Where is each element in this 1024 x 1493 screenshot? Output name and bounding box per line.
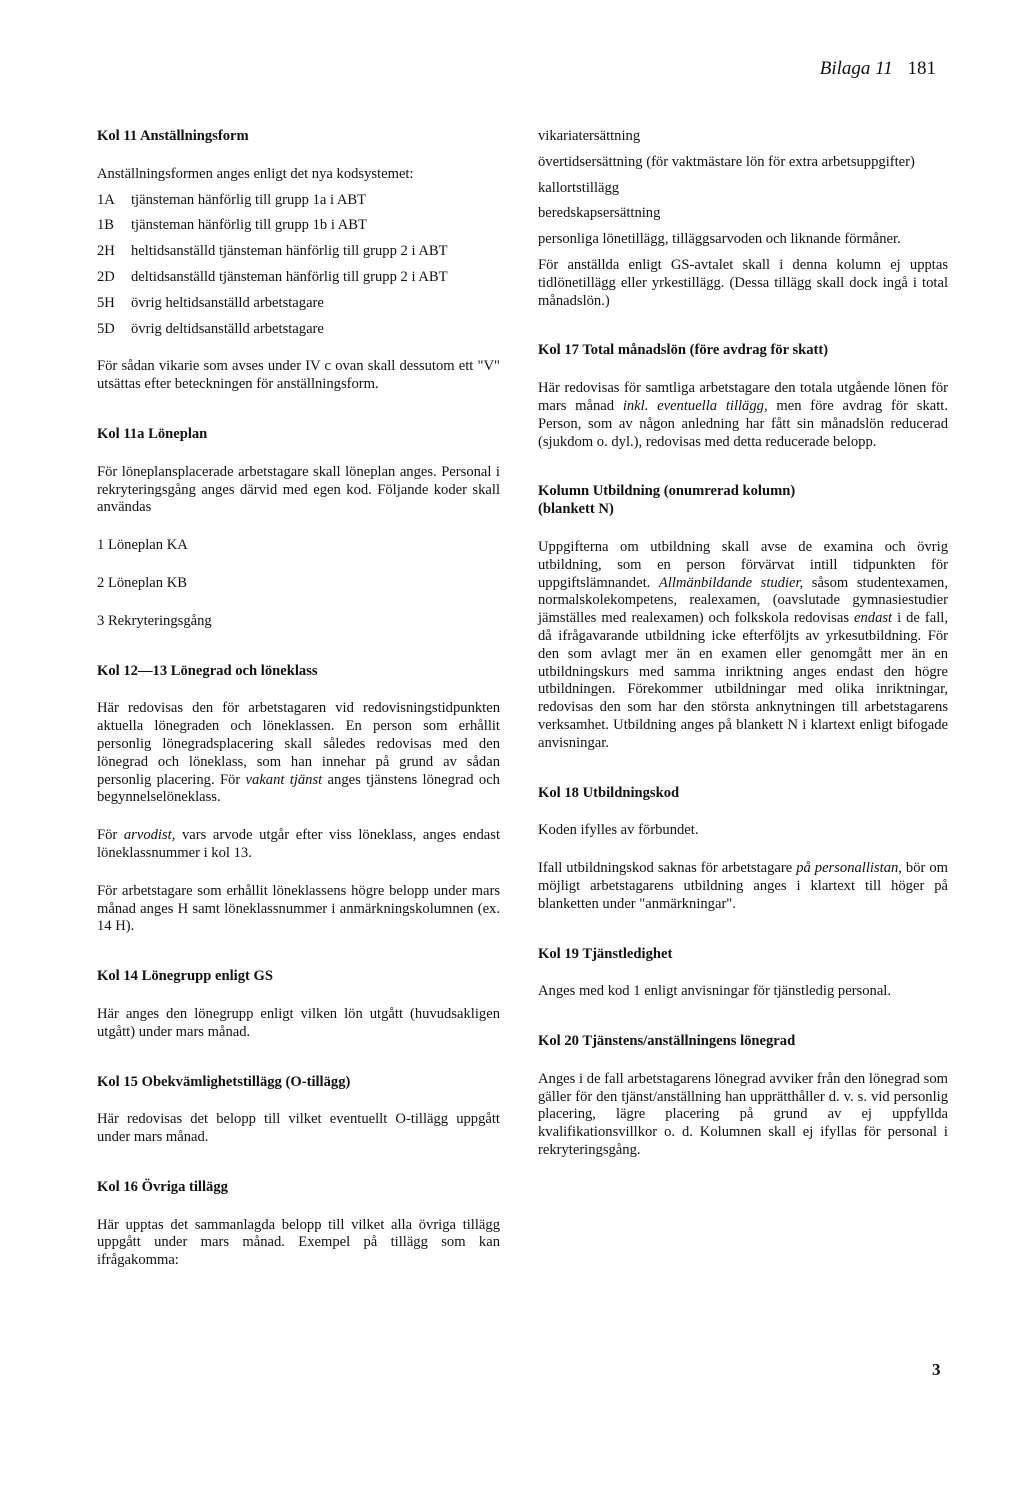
- heading-kol15: Kol 15 Obekvämlighetstillägg (O-tillägg): [97, 1073, 351, 1090]
- gs-note: För anställda enligt GS-avtalet skall i denna kolumn ej upptas tidlönetillägg eller yrkestillägg. (Dessa tillägg skall dock ingå i total månadslön.): [538, 256, 948, 309]
- utb-em1: Allmänbildande studier,: [658, 574, 804, 591]
- loneplan-item: 2 Löneplan KB: [97, 574, 187, 591]
- code-label: 2H: [97, 243, 115, 260]
- code-description: tjänsteman hänförlig till grupp 1a i ABT: [131, 191, 367, 208]
- tillagg-item: övertidsersättning (för vaktmästare lön för extra arbetsuppgifter): [538, 153, 915, 170]
- heading-kol17: Kol 17 Total månadslön (före avdrag för skatt): [538, 342, 829, 359]
- heading-kol16: Kol 16 Övriga tillägg: [97, 1178, 228, 1195]
- kol15-text: Här redovisas det belopp till vilket eventuellt O-tillägg uppgått under mars månad.: [97, 1111, 500, 1146]
- kol17-inkl: inkl. eventuella tillägg,: [622, 397, 768, 414]
- left-column: [97, 128, 500, 1270]
- kol18-p2-post: bör om möjligt arbetstagarens utbildning anges i klartext till höger på blanketten under "anmärkningar".: [538, 860, 949, 912]
- kol12-p1b-post: anges tjänstens lönegrad och begynnelselöneklass.: [97, 771, 500, 806]
- page-number: 3: [932, 1360, 941, 1379]
- page-label: 181: [907, 58, 936, 79]
- utb-t1: Uppgifterna om utbildning skall avse de examina och övrig utbildning, som en person förvärvat intill tidpunkten för uppgiftslämnandet.: [538, 538, 948, 591]
- appendix-label: Bilaga 11: [819, 58, 893, 79]
- code-label: 5D: [97, 320, 115, 337]
- heading-kol20: Kol 20 Tjänstens/anställningens lönegrad: [538, 1033, 796, 1050]
- kol17-text: [538, 380, 948, 451]
- code-row: [97, 243, 500, 261]
- code-row: [97, 295, 500, 313]
- heading-kol11a: Kol 11a Löneplan: [97, 425, 208, 442]
- kol12-p3: För arbetstagare som erhållit löneklassens högre belopp under mars månad anges H samt löneklassnummer i anmärkningskolumnen (ex. 14 H).: [97, 882, 500, 935]
- kol12-arvodist: arvodist,: [123, 827, 176, 844]
- code-list: [97, 192, 500, 339]
- utb-t3: i de fall, då ifrågavarande utbildning icke efterföljts av yrkesutbildning. För den som avlagt mer än en examen eller genomgått mer än en utbildningskurs med samma inriktning anges endast den högre utbildningen. Förekommer utbildningar med olika inriktningar, redovisas den som har den största anknytningen till arbetstagarens verksamhet. Utbildning anges på blankett N i klartext enligt bifogade anvisningar.: [538, 610, 948, 751]
- kol19-text: Anges med kod 1 enligt anvisningar för tjänstledig personal.: [538, 983, 892, 1000]
- code-description: övrig heltidsanställd arbetstagare: [131, 294, 324, 311]
- kol17-pre: Här redovisas för samtliga arbetstagare den totala utgående lönen för mars månad: [538, 380, 948, 414]
- heading-kol12: Kol 12—13 Lönegrad och löneklass: [97, 662, 318, 679]
- code-description: övrig deltidsanställd arbetstagare: [131, 320, 324, 337]
- kol18-p1: Koden ifylles av förbundet.: [538, 822, 699, 839]
- heading-kol19: Kol 19 Tjänstledighet: [538, 945, 673, 962]
- loneplan-item: 1 Löneplan KA: [97, 537, 188, 554]
- kol11-intro: Anställningsformen anges enligt det nya kodsystemet:: [97, 165, 414, 182]
- loneplan-item: 3 Rekryteringsgång: [97, 612, 212, 629]
- kol20-text: Anges i de fall arbetstagarens lönegrad avviker från den lönegrad som gäller för den tjänst/anställning han upprätthåller d. v. s. vid personlig placering, lägre placering på grund av ej uppfyllda kvalifikationsvillkor o. d. Kolumnen skall ej ifyllas för personal i rekryteringsgång.: [538, 1070, 948, 1159]
- heading-kol18: Kol 18 Utbildningskod: [538, 784, 680, 801]
- code-label: 5H: [97, 294, 115, 311]
- tillagg-item: beredskapsersättning: [538, 205, 661, 222]
- kol12-p1-text: Här redovisas den för arbetstagaren vid redovisningstidpunkten aktuella lönegraden och löneklassen. En person som erhållit personlig lönegradsplacering skall således redovisas med den lönegrad och löneklass, som han innehar på grund av sådan personlig placering.: [97, 700, 500, 788]
- tillagg-item: kallortstillägg: [538, 179, 620, 196]
- code-label: 2D: [97, 268, 115, 285]
- kol17-post: men före avdrag för skatt. Person, som av någon anledning har fått sin månadslön reducerad (sjukdom o. dyl.), redovisas med detta reducerade belopp.: [538, 397, 948, 450]
- kol11-vikarie: För sådan vikarie som avses under IV c ovan skall dessutom ett "V" utsättas efter beteckningen för anställningsform.: [97, 358, 500, 393]
- utbildning-text: [538, 539, 948, 753]
- kol18-p2: [538, 860, 948, 913]
- page-header: [820, 58, 936, 80]
- kol12-p2-pre: För: [97, 827, 124, 844]
- tillagg-item: vikariatersättning: [538, 128, 641, 144]
- tillagg-item: personliga lönetillägg, tilläggsarvoden och liknande förmåner.: [538, 231, 901, 248]
- kol18-p2-pre: Ifall utbildningskod saknas för arbetstagare: [538, 860, 797, 877]
- kol12-p1: [97, 700, 500, 807]
- code-row: [97, 269, 500, 287]
- code-row: [97, 217, 500, 235]
- utb-t2: såsom studentexamen, normalskolekompetens, realexamen, (oavslutade gymnasiestudier jämställes med realexamen) och folkskola redovisas: [538, 574, 948, 627]
- heading-kol14: Kol 14 Lönegrupp enligt GS: [97, 968, 273, 985]
- heading-utbildning: Kolumn Utbildning (onumrerad kolumn): [538, 483, 796, 500]
- kol16-text: Här upptas det sammanlagda belopp till vilket alla övriga tillägg uppgått under mars månad. Exempel på tillägg som kan ifrågakomma:: [97, 1216, 500, 1269]
- kol12-vakant: vakant tjänst: [245, 771, 323, 788]
- code-description: heltidsanställd tjänsteman hänförlig till grupp 2 i ABT: [131, 243, 448, 260]
- code-row: [97, 321, 500, 339]
- code-label: 1A: [97, 191, 115, 208]
- kol11a-text: För löneplansplacerade arbetstagare skall löneplan anges. Personal i rekryteringsgång anges därvid med egen kod. Följande koder skall användas: [97, 463, 500, 516]
- right-column: [538, 128, 948, 1160]
- heading-kol11: Kol 11 Anställningsform: [97, 128, 249, 144]
- kol18-personallistan: på personallistan,: [796, 860, 902, 877]
- kol12-p2-post: vars arvode utgår efter viss löneklass, anges endast löneklassnummer i kol 13.: [97, 827, 501, 861]
- code-description: deltidsanställd tjänsteman hänförlig till grupp 2 i ABT: [131, 268, 448, 285]
- utb-em2: endast: [854, 610, 893, 627]
- heading-blankett-n: (blankett N): [538, 501, 614, 518]
- code-description: tjänsteman hänförlig till grupp 1b i ABT: [131, 217, 367, 234]
- kol12-p2: [97, 827, 500, 863]
- kol14-text: Här anges den lönegrupp enligt vilken lön utgått (huvudsakligen utgått) under mars månad.: [97, 1005, 500, 1040]
- code-row: [97, 192, 500, 210]
- kol12-p1b-pre: För: [219, 771, 246, 788]
- code-label: 1B: [97, 217, 115, 234]
